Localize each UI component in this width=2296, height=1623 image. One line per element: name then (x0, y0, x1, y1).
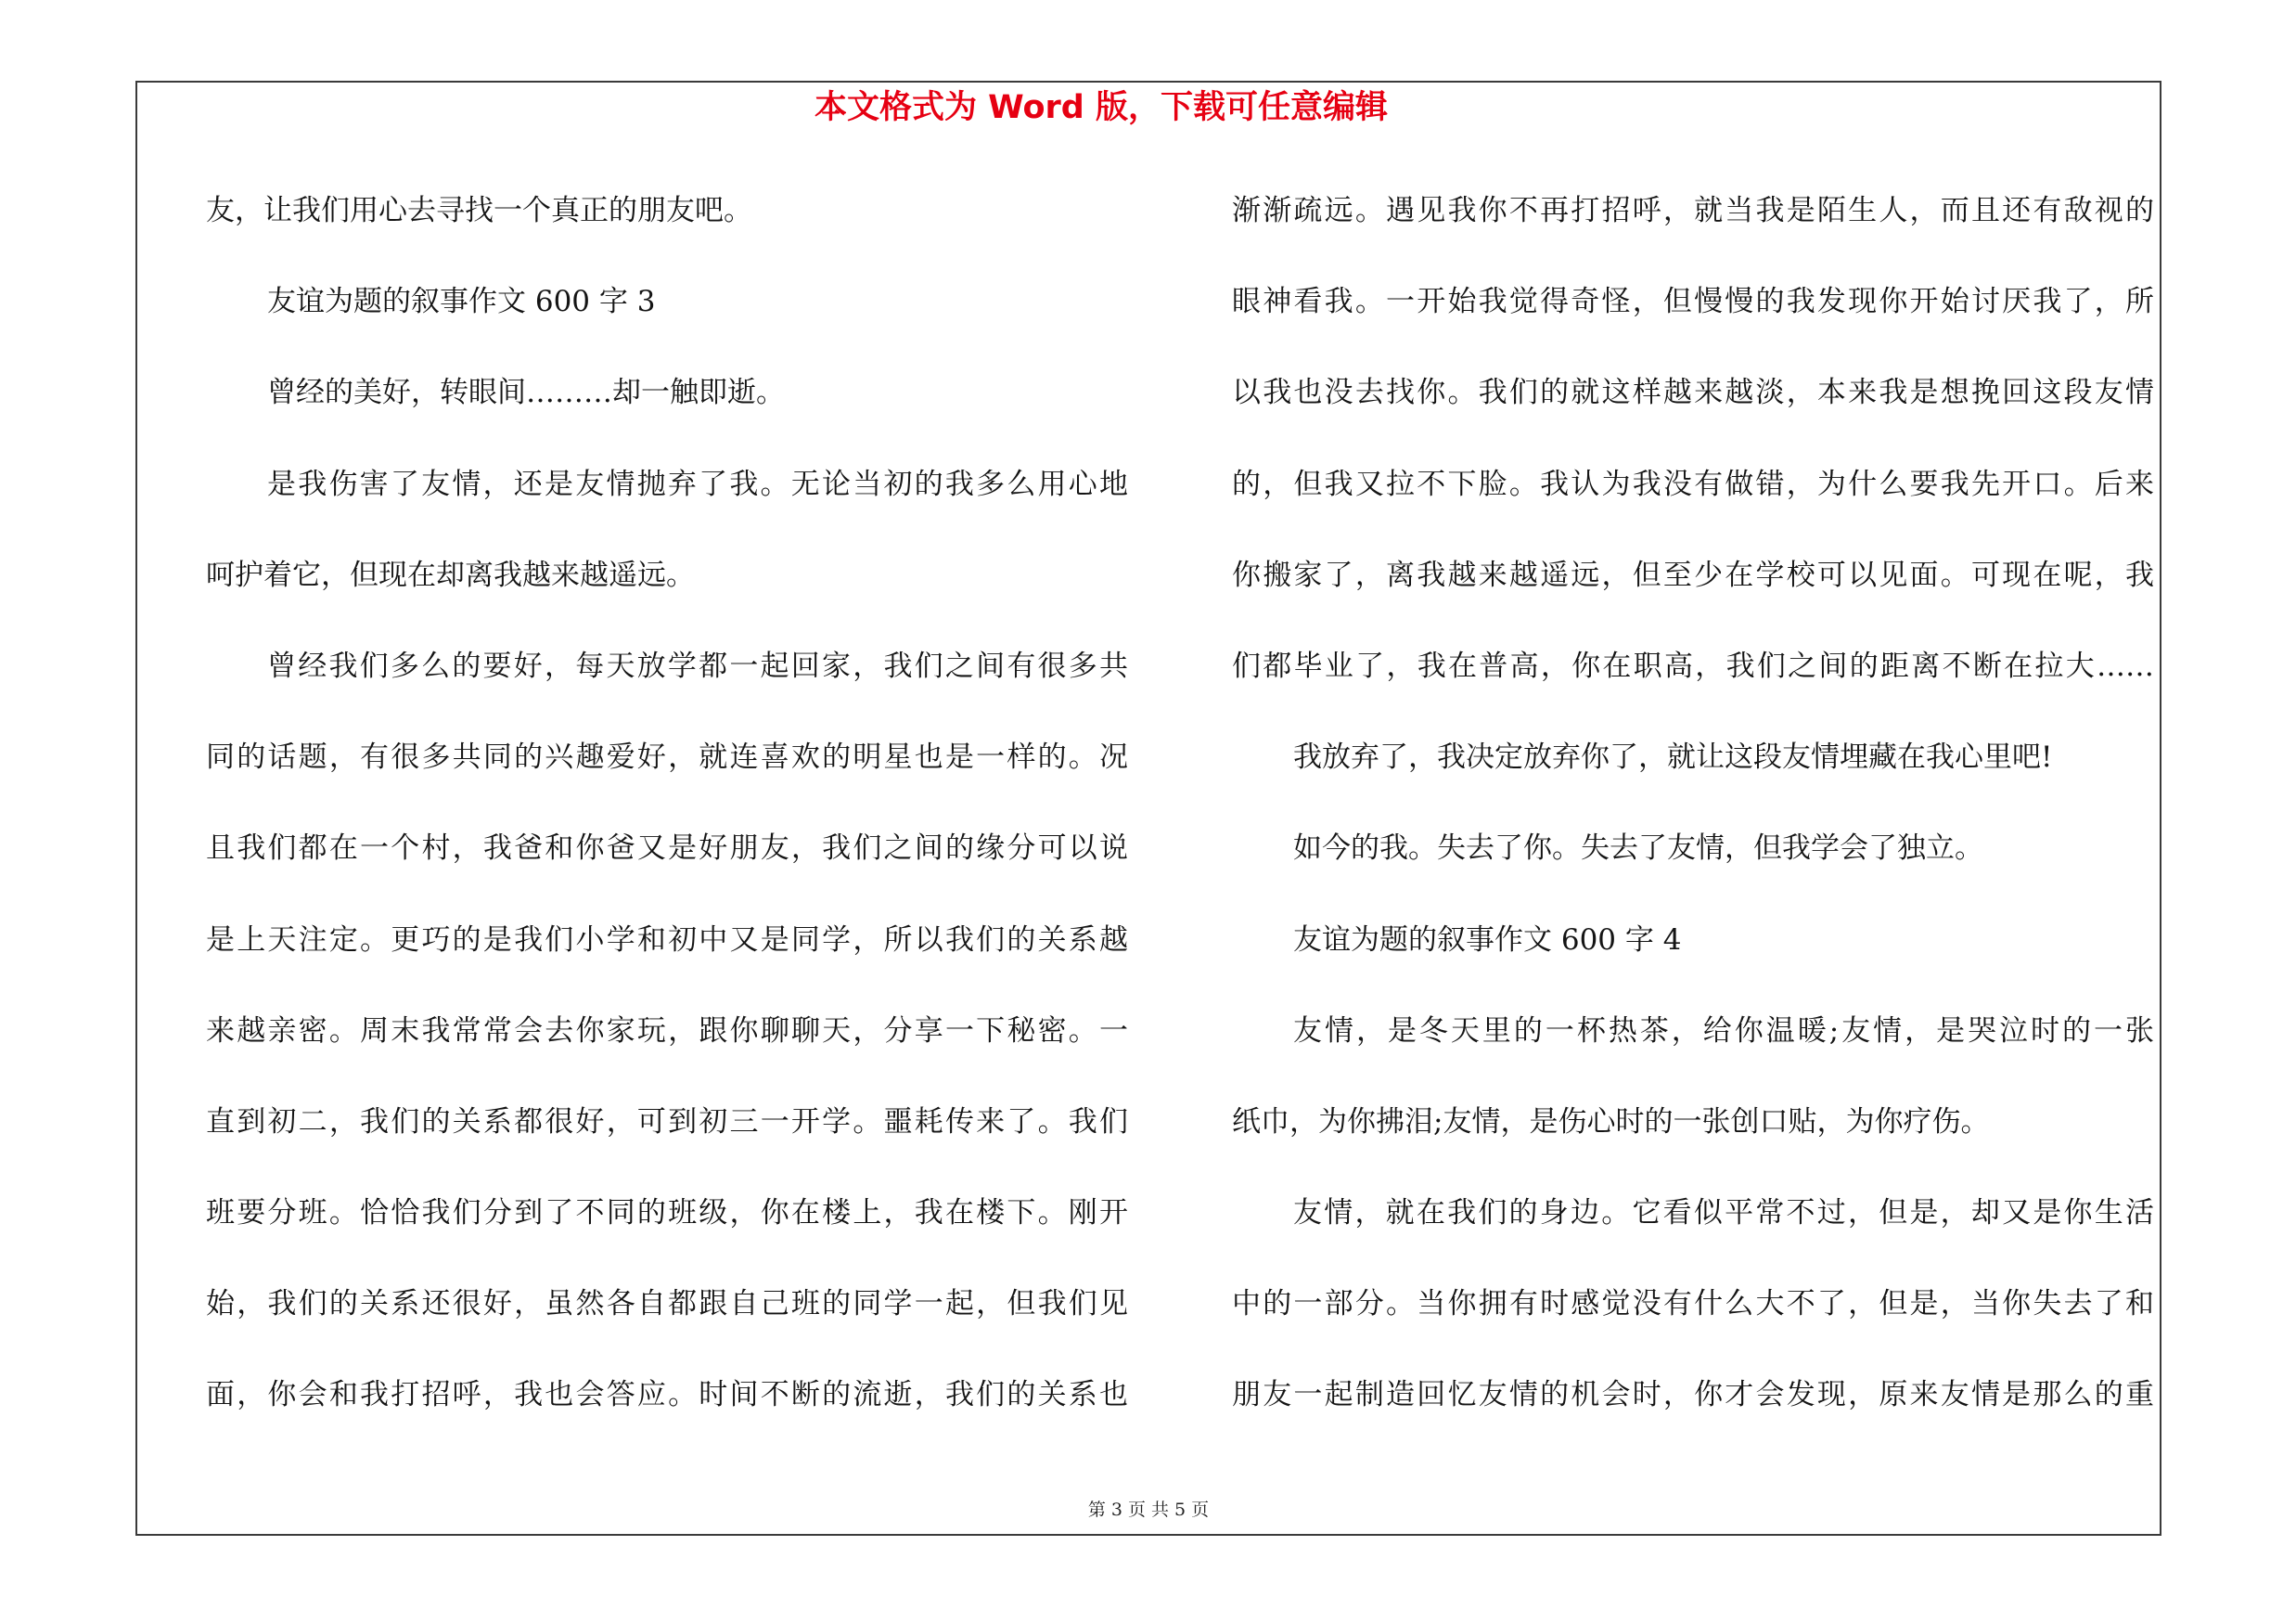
right-column (1232, 165, 2154, 1441)
section-heading: 友谊为题的叙事作文 600 字 4 (1293, 922, 1682, 957)
text-line: 纸巾，为你拂泪;友情，是伤心时的一张创口贴，为你疗伤。 (1232, 1104, 1990, 1139)
text-line: 我放弃了，我决定放弃你了，就让这段友情埋藏在我心里吧! (1293, 741, 2053, 775)
text-line: 曾经的美好，转眼间………却一触即逝。 (267, 376, 785, 410)
text-line: 直到初二，我们的关系都很好，可到初三一开学。噩耗传来了。我们 (206, 1104, 1128, 1139)
text-line: 且我们都在一个村，我爸和你爸又是好朋友，我们之间的缘分可以说 (206, 831, 1128, 866)
text-line: 如今的我。失去了你。失去了友情，但我学会了独立。 (1293, 831, 1983, 866)
text-line: 始，我们的关系还很好，虽然各自都跟自己班的同学一起，但我们见 (206, 1287, 1128, 1321)
text-line: 们都毕业了，我在普高，你在职高，我们之间的距离不断在拉大…… (1232, 649, 2154, 683)
text-line: 是我伤害了友情，还是友情抛弃了我。无论当初的我多么用心地 (267, 467, 1128, 501)
text-line: 是上天注定。更巧的是我们小学和初中又是同学，所以我们的关系越 (206, 922, 1128, 957)
text-line: 你搬家了，离我越来越遥远，但至少在学校可以见面。可现在呢，我 (1232, 558, 2154, 592)
page-number: 第 3 页 共 5 页 (1087, 1500, 1210, 1520)
text-line: 呵护着它，但现在却离我越来越遥远。 (206, 558, 695, 592)
text-line: 的，但我又拉不下脸。我认为我没有做错，为什么要我先开口。后来 (1232, 467, 2154, 501)
text-line: 眼神看我。一开始我觉得奇怪，但慢慢的我发现你开始讨厌我了，所 (1232, 285, 2154, 319)
text-line: 班要分班。恰恰我们分到了不同的班级，你在楼上，我在楼下。刚开 (206, 1196, 1128, 1230)
text-line: 来越亲密。周末我常常会去你家玩，跟你聊聊天，分享一下秘密。一 (206, 1013, 1128, 1048)
section-heading: 友谊为题的叙事作文 600 字 3 (267, 285, 656, 319)
text-line: 同的话题，有很多共同的兴趣爱好，就连喜欢的明星也是一样的。况 (206, 741, 1128, 775)
text-line: 友，让我们用心去寻找一个真正的朋友吧。 (206, 194, 752, 227)
text-line: 友情，就在我们的身边。它看似平常不过，但是，却又是你生活 (1293, 1196, 2154, 1230)
text-line: 中的一部分。当你拥有时感觉没有什么大不了，但是，当你失去了和 (1232, 1287, 2154, 1321)
text-line: 朋友一起制造回忆友情的机会时，你才会发现，原来友情是那么的重 (1232, 1378, 2154, 1412)
text-line: 以我也没去找你。我们的就这样越来越淡，本来我是想挽回这段友情 (1232, 376, 2154, 410)
text-line: 面，你会和我打招呼，我也会答应。时间不断的流逝，我们的关系也 (206, 1378, 1128, 1412)
text-line: 曾经我们多么的要好，每天放学都一起回家，我们之间有很多共 (267, 649, 1128, 683)
text-line: 友情，是冬天里的一杯热茶，给你温暖;友情，是哭泣时的一张 (1293, 1013, 2154, 1048)
left-column (206, 165, 1128, 1441)
format-notice: 本文格式为 Word 版，下载可任意编辑 (814, 89, 1389, 126)
text-line: 渐渐疏远。遇见我你不再打招呼，就当我是陌生人，而且还有敌视的 (1232, 194, 2154, 227)
